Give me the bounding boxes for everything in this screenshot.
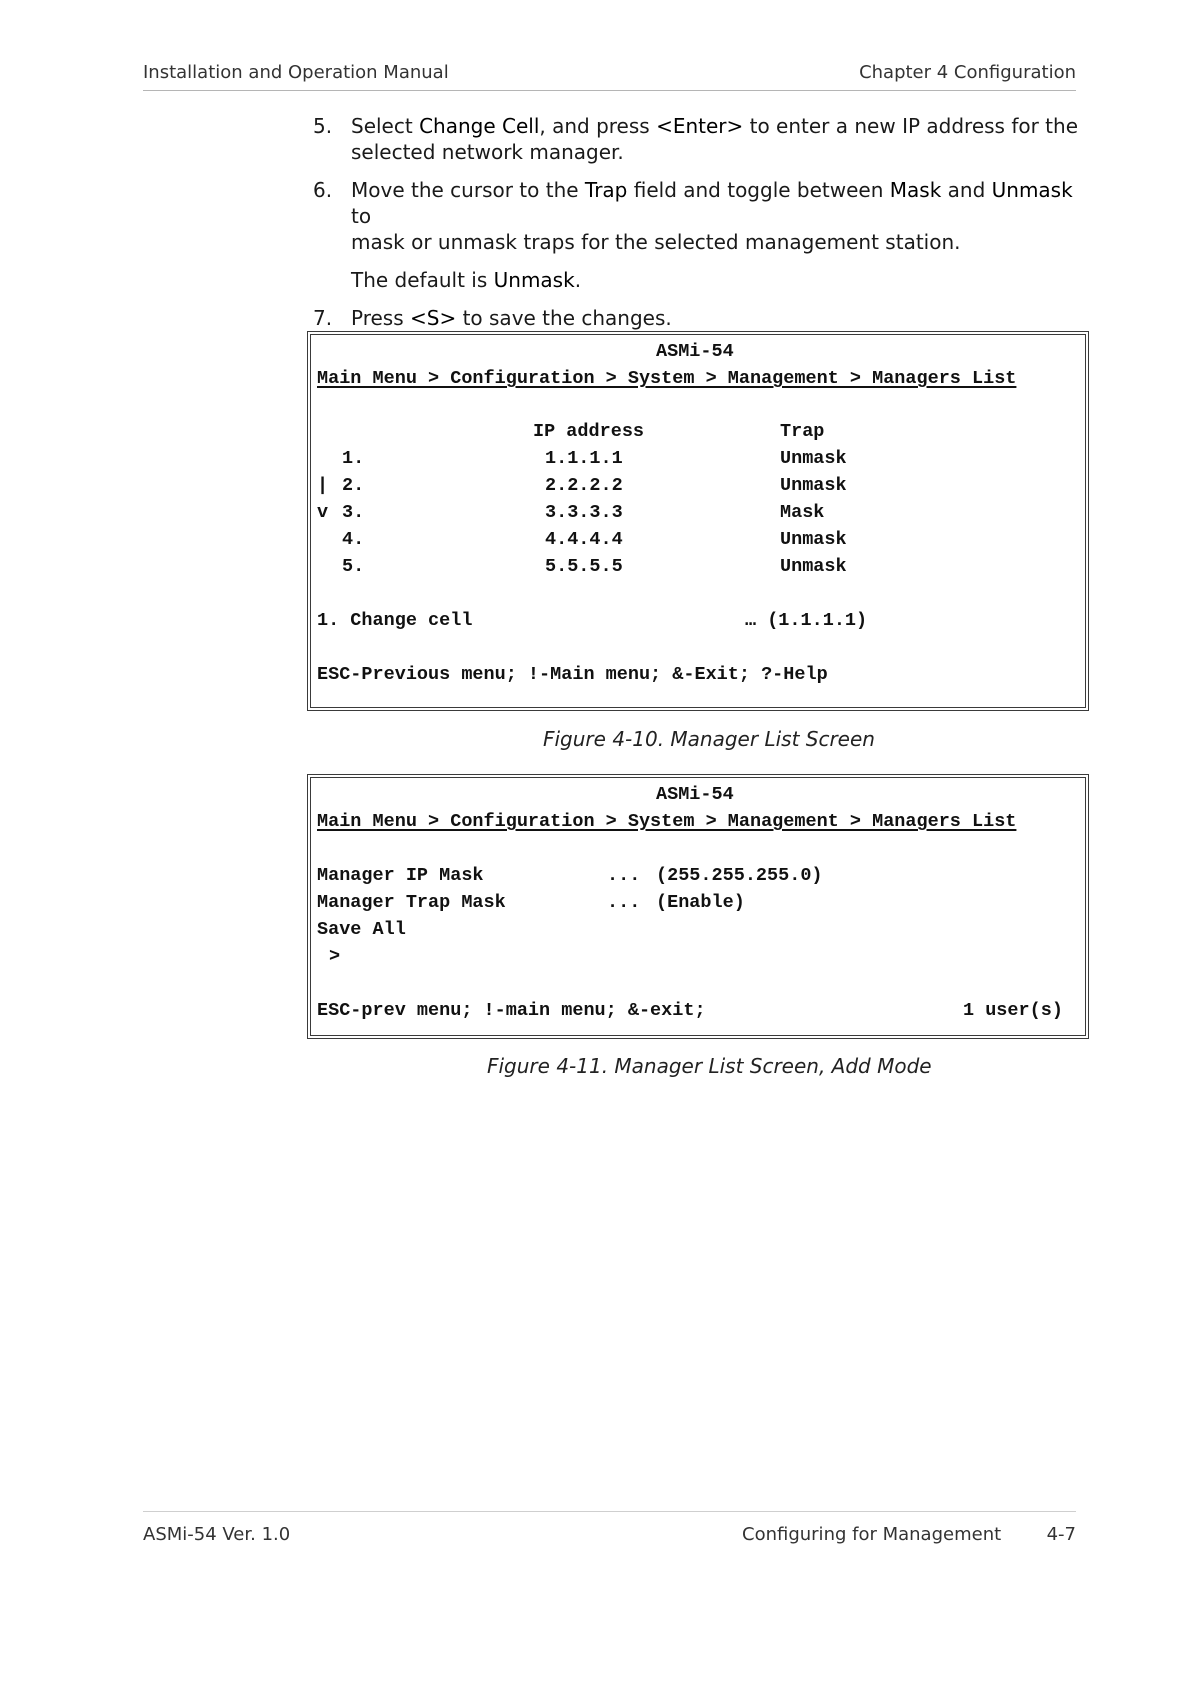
- row-trap[interactable]: Unmask: [780, 529, 847, 550]
- row-index[interactable]: 5.: [342, 556, 365, 577]
- step-text: [351, 113, 1093, 139]
- keyword: Unmask: [991, 178, 1073, 202]
- menu-item-value: (255.255.255.0): [656, 865, 823, 886]
- row-marker: [317, 448, 328, 470]
- row-ip[interactable]: 5.5.5.5: [545, 556, 623, 577]
- text: to enter a new IP address for the: [743, 114, 1079, 138]
- menu-option-value: … (1.1.1.1): [745, 610, 868, 631]
- text: .: [574, 268, 582, 292]
- text: The default is: [351, 268, 494, 292]
- row-marker: |: [317, 475, 329, 496]
- step-number: 7.: [313, 306, 333, 330]
- screen-title: ASMi-54: [656, 784, 734, 805]
- terminal-screen-manager-list: [307, 331, 1089, 711]
- keyword: <S>: [410, 306, 457, 330]
- step-number: 5.: [313, 114, 333, 138]
- header-chapter: Chapter 4 Configuration: [859, 62, 1076, 83]
- menu-item-label[interactable]: Manager IP Mask: [317, 865, 484, 886]
- terminal-screen-add-mode: [307, 774, 1089, 1039]
- text: Move the cursor to the: [351, 178, 585, 202]
- menu-item-label[interactable]: Save All: [317, 919, 406, 940]
- text: Select: [351, 114, 420, 138]
- step-number: 6.: [313, 178, 333, 202]
- step-text-line2: mask or unmask traps for the selected management station.: [351, 230, 961, 254]
- menu-item-value: (Enable): [656, 892, 745, 913]
- menu-item-label[interactable]: Manager Trap Mask: [317, 892, 506, 913]
- menu-option-change-cell[interactable]: 1. Change cell: [317, 610, 473, 631]
- row-marker: [317, 556, 328, 578]
- row-index[interactable]: 2.: [342, 475, 365, 496]
- footer-product-version: ASMi-54 Ver. 1.0: [143, 1524, 291, 1545]
- row-trap[interactable]: Unmask: [780, 448, 847, 469]
- running-footer: [143, 1511, 1076, 1553]
- breadcrumb: Main Menu > Configuration > System > Management > Managers List: [317, 811, 1017, 832]
- screen-title: ASMi-54: [656, 341, 734, 362]
- command-prompt[interactable]: >: [329, 946, 341, 967]
- breadcrumb: Main Menu > Configuration > System > Management > Managers List: [317, 368, 1017, 389]
- menu-item-dots: ...: [607, 865, 641, 886]
- column-header-trap: Trap: [780, 421, 825, 442]
- figure-caption: Figure 4-10. Manager List Screen: [543, 727, 875, 751]
- footer-section: Configuring for Management: [742, 1524, 1002, 1545]
- row-ip[interactable]: 3.3.3.3: [545, 502, 623, 523]
- row-marker: [317, 529, 328, 551]
- user-count: 1 user(s): [963, 1000, 1063, 1021]
- row-ip[interactable]: 1.1.1.1: [545, 448, 623, 469]
- step-6: [313, 177, 1093, 293]
- step-7: [313, 305, 1093, 331]
- row-trap[interactable]: Mask: [780, 502, 825, 523]
- row-ip[interactable]: 2.2.2.2: [545, 475, 623, 496]
- keyword: Change Cell: [419, 114, 540, 138]
- text: field and toggle between: [627, 178, 890, 202]
- page-number: 4-7: [1046, 1524, 1076, 1545]
- running-header: [143, 62, 1076, 91]
- keyword: Mask: [889, 178, 942, 202]
- row-index[interactable]: 4.: [342, 529, 365, 550]
- step-text: [351, 177, 1093, 229]
- step-note: [351, 267, 1093, 293]
- row-index[interactable]: 3.: [342, 502, 365, 523]
- step-5: [313, 113, 1093, 165]
- text: Press: [351, 306, 410, 330]
- text: , and press: [539, 114, 657, 138]
- step-text-line2: selected network manager.: [351, 140, 624, 164]
- keyword: Unmask: [493, 268, 575, 292]
- keyword: <Enter>: [656, 114, 744, 138]
- procedure-steps: [313, 113, 1093, 343]
- row-marker: v: [317, 502, 329, 523]
- screen-footer-keys: ESC-prev menu; !-main menu; &-exit;: [317, 1000, 706, 1021]
- row-trap[interactable]: Unmask: [780, 475, 847, 496]
- column-header-ip: IP address: [533, 421, 645, 442]
- text: to save the changes.: [456, 306, 672, 330]
- figure-caption: Figure 4-11. Manager List Screen, Add Mode: [487, 1054, 932, 1078]
- text: to: [351, 204, 372, 228]
- keyword: Trap: [584, 178, 628, 202]
- text: and: [941, 178, 992, 202]
- row-ip[interactable]: 4.4.4.4: [545, 529, 623, 550]
- menu-item-dots: ...: [607, 892, 641, 913]
- row-trap[interactable]: Unmask: [780, 556, 847, 577]
- screen-footer-keys: ESC-Previous menu; !-Main menu; &-Exit; ?-Help: [317, 664, 828, 685]
- row-index[interactable]: 1.: [342, 448, 365, 469]
- header-manual-title: Installation and Operation Manual: [143, 62, 449, 83]
- step-text: [351, 305, 1093, 331]
